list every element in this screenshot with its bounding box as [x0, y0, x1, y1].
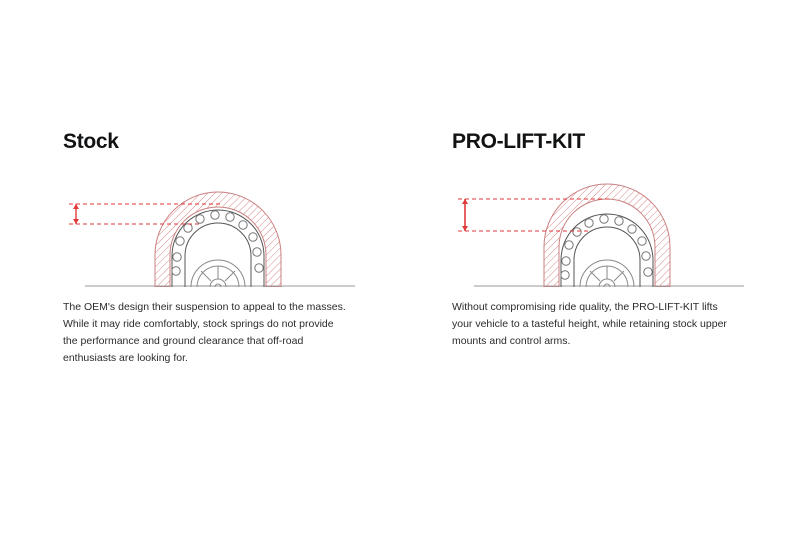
wheel-rim: [580, 260, 634, 287]
page-title-stock: Stock: [63, 130, 119, 153]
panel-body-text-stock: The OEM's design their suspension to appeal to the masses. While it may ride comfortably, stock springs do not provide the performance and ground clearance that off-road enthusiasts are looking for.: [63, 301, 346, 365]
panel-body-stock: [63, 299, 351, 367]
gap-measure-pro-lift-kit: [458, 199, 612, 231]
page-title-pro-lift-kit: PRO-LIFT-KIT: [452, 130, 585, 153]
stock-wheel-arch-diagram: [63, 175, 363, 285]
panel-body-text-pro-lift-kit: Without compromising ride quality, the PRO-LIFT-KIT lifts your vehicle to a tasteful height, while retaining stock upper mounts and control arms.: [452, 301, 727, 348]
panel-stock: [63, 130, 363, 367]
panel-body-pro-lift-kit: [452, 299, 740, 350]
panel-pro-lift-kit: [452, 130, 752, 350]
wheel-rim: [191, 260, 245, 287]
pro-lift-kit-wheel-arch-diagram: [452, 175, 752, 285]
